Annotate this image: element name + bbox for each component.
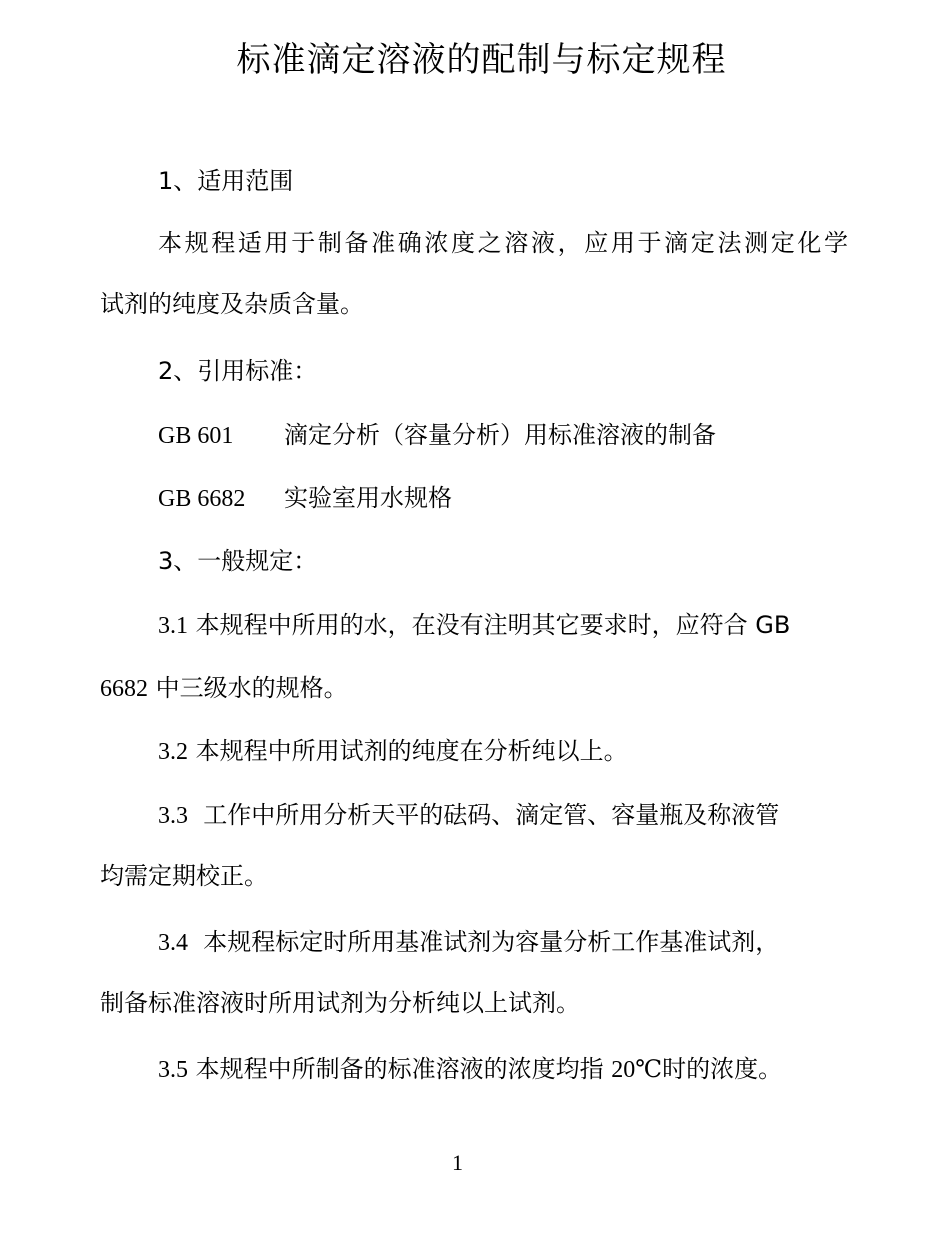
reference-code: GB 601 bbox=[158, 423, 234, 449]
clause-3-3-line-2: 均需定期校正。 bbox=[100, 862, 268, 890]
section-2-heading: 2、引用标准： bbox=[158, 357, 318, 385]
reference-gb6682 bbox=[158, 481, 452, 516]
clause-number: 3.4 bbox=[158, 930, 188, 956]
section-1-body-line-1: 本规程适用于制备准确浓度之溶液，应用于滴定法测定化学 bbox=[158, 229, 848, 257]
clause-3-4-line-2: 制备标准溶液时所用试剂为分析纯以上试剂。 bbox=[100, 989, 580, 1017]
clause-3-5 bbox=[158, 1052, 782, 1087]
page-number: 1 bbox=[452, 1150, 463, 1175]
reference-title: 滴定分析（容量分析）用标准溶液的制备 bbox=[284, 421, 716, 449]
clause-text: 时的浓度。 bbox=[662, 1055, 783, 1083]
clause-number: 3.2 bbox=[158, 739, 188, 765]
document-title: 标准滴定溶液的配制与标定规程 bbox=[236, 40, 727, 80]
temperature-value: 20℃ bbox=[611, 1057, 663, 1083]
clause-text: 本规程中所用试剂的纯度在分析纯以上。 bbox=[195, 737, 628, 765]
section-3-heading: 3、一般规定： bbox=[158, 547, 318, 575]
standard-number: 6682 bbox=[100, 676, 148, 702]
reference-title: 实验室用水规格 bbox=[284, 484, 452, 512]
clause-number: 3.5 bbox=[158, 1057, 188, 1083]
clause-3-4-line-1 bbox=[158, 925, 779, 960]
clause-number: 3.1 bbox=[158, 613, 188, 639]
section-1-heading: 1、适用范围 bbox=[158, 167, 294, 195]
clause-3-1-line-1 bbox=[158, 608, 790, 643]
clause-text: 本规程中所用的水，在没有注明其它要求时，应符合 GB bbox=[195, 611, 791, 639]
clause-text: 本规程标定时所用基准试剂为容量分析工作基准试剂， bbox=[203, 928, 780, 956]
reference-gb601 bbox=[158, 418, 716, 453]
clause-text: 中三级水的规格。 bbox=[155, 674, 348, 702]
clause-3-1-line-2 bbox=[100, 671, 348, 706]
reference-code: GB 6682 bbox=[158, 486, 246, 512]
clause-3-2 bbox=[158, 734, 628, 769]
section-1-body-line-2: 试剂的纯度及杂质含量。 bbox=[100, 290, 364, 318]
clause-number: 3.3 bbox=[158, 803, 188, 829]
clause-3-3-line-1 bbox=[158, 798, 779, 833]
clause-text: 本规程中所制备的标准溶液的浓度均指 bbox=[195, 1055, 604, 1083]
clause-text: 工作中所用分析天平的砝码、滴定管、容量瓶及称液管 bbox=[203, 801, 780, 829]
